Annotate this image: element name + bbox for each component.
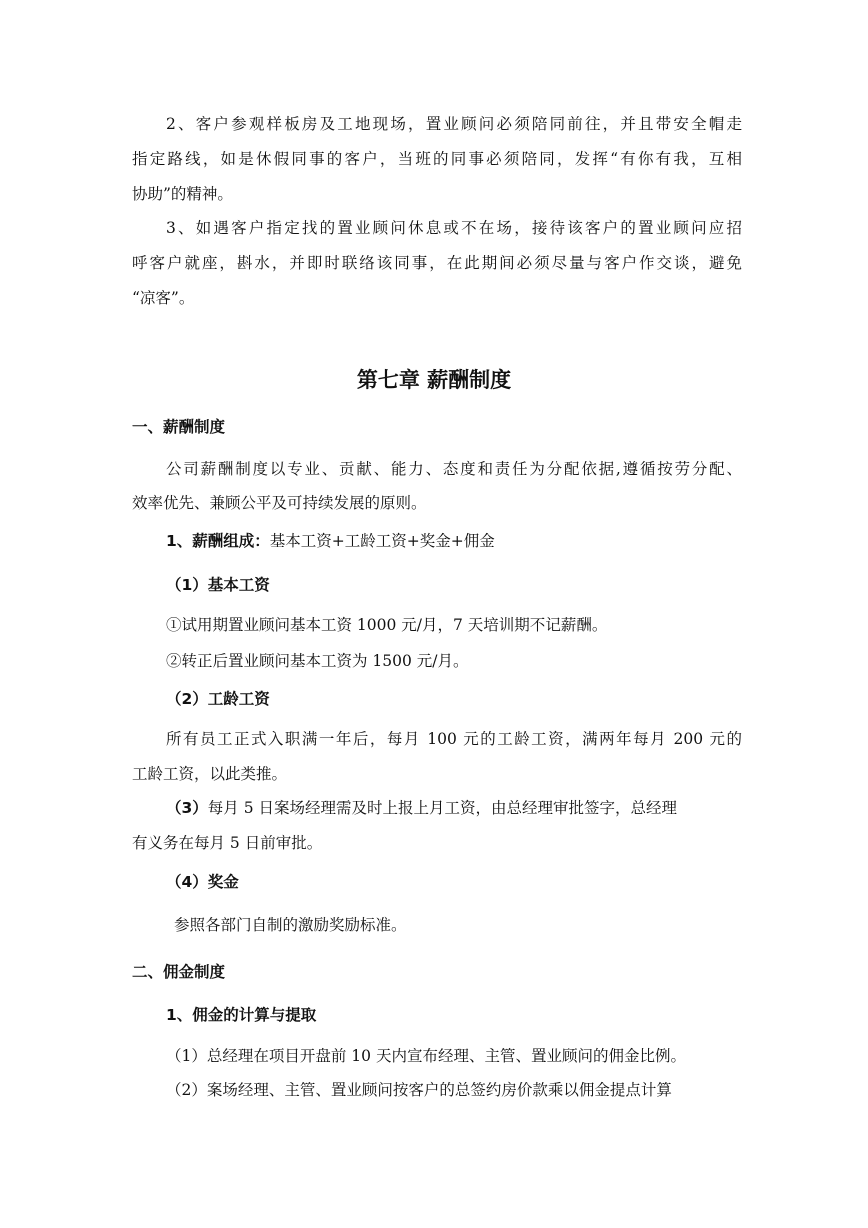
- payroll-line: [166, 797, 742, 819]
- paragraph-line: 效率优先、兼顾公平及可持续发展的原则。: [132, 494, 427, 512]
- subsection-heading: （1）基本工资: [166, 576, 270, 594]
- paragraph-line: 指定路线，如是休假同事的客户，当班的同事必须陪同，发挥“有你有我，互相: [132, 150, 742, 168]
- composition-label: 1、薪酬组成：: [166, 532, 270, 550]
- list-item: （2）案场经理、主管、置业顾问按客户的总签约房价款乘以佣金提点计算: [166, 1081, 672, 1099]
- paragraph-line: 参照各部门自制的激励奖励标准。: [174, 916, 407, 934]
- composition-value: 基本工资+工龄工资+奖金+佣金: [269, 532, 495, 550]
- paragraph-line: 2、客户参观样板房及工地现场，置业顾问必须陪同前往，并且带安全帽走: [166, 115, 742, 133]
- list-item: ②转正后置业顾问基本工资为 1500 元/月。: [166, 652, 469, 670]
- subsection-heading: （4）奖金: [166, 873, 239, 891]
- payroll-text: 每月 5 日案场经理需及时上报上月工资，由总经理审批签字，总经理: [207, 799, 678, 817]
- subsection-heading: 1、佣金的计算与提取: [166, 1006, 317, 1024]
- list-item: ①试用期置业顾问基本工资 1000 元/月，7 天培训期不记薪酬。: [166, 616, 608, 634]
- section-heading: 一、薪酬制度: [132, 418, 226, 436]
- composition-line: [166, 530, 742, 552]
- paragraph-line: 3、如遇客户指定找的置业顾问休息或不在场，接待该客户的置业顾问应招: [166, 219, 742, 237]
- paragraph-line: “凉客”。: [132, 289, 195, 307]
- paragraph-line: 协助”的精神。: [132, 185, 233, 203]
- subsection-heading: （2）工龄工资: [166, 690, 270, 708]
- chapter-title: 第七章 薪酬制度: [356, 368, 512, 392]
- section-heading: 二、佣金制度: [132, 963, 226, 981]
- paragraph-line: 公司薪酬制度以专业、贡献、能力、态度和责任为分配依据,遵循按劳分配、: [166, 460, 742, 478]
- paragraph-line: 有义务在每月 5 日前审批。: [132, 834, 323, 852]
- paragraph-line: 呼客户就座，斟水，并即时联络该同事，在此期间必须尽量与客户作交谈，避免: [132, 254, 742, 272]
- payroll-label: （3）: [166, 799, 208, 817]
- list-item: （1）总经理在项目开盘前 10 天内宣布经理、主管、置业顾问的佣金比例。: [166, 1047, 686, 1065]
- paragraph-line: 所有员工正式入职满一年后，每月 100 元的工龄工资，满两年每月 200 元的: [166, 730, 742, 748]
- paragraph-line: 工龄工资，以此类推。: [132, 765, 288, 783]
